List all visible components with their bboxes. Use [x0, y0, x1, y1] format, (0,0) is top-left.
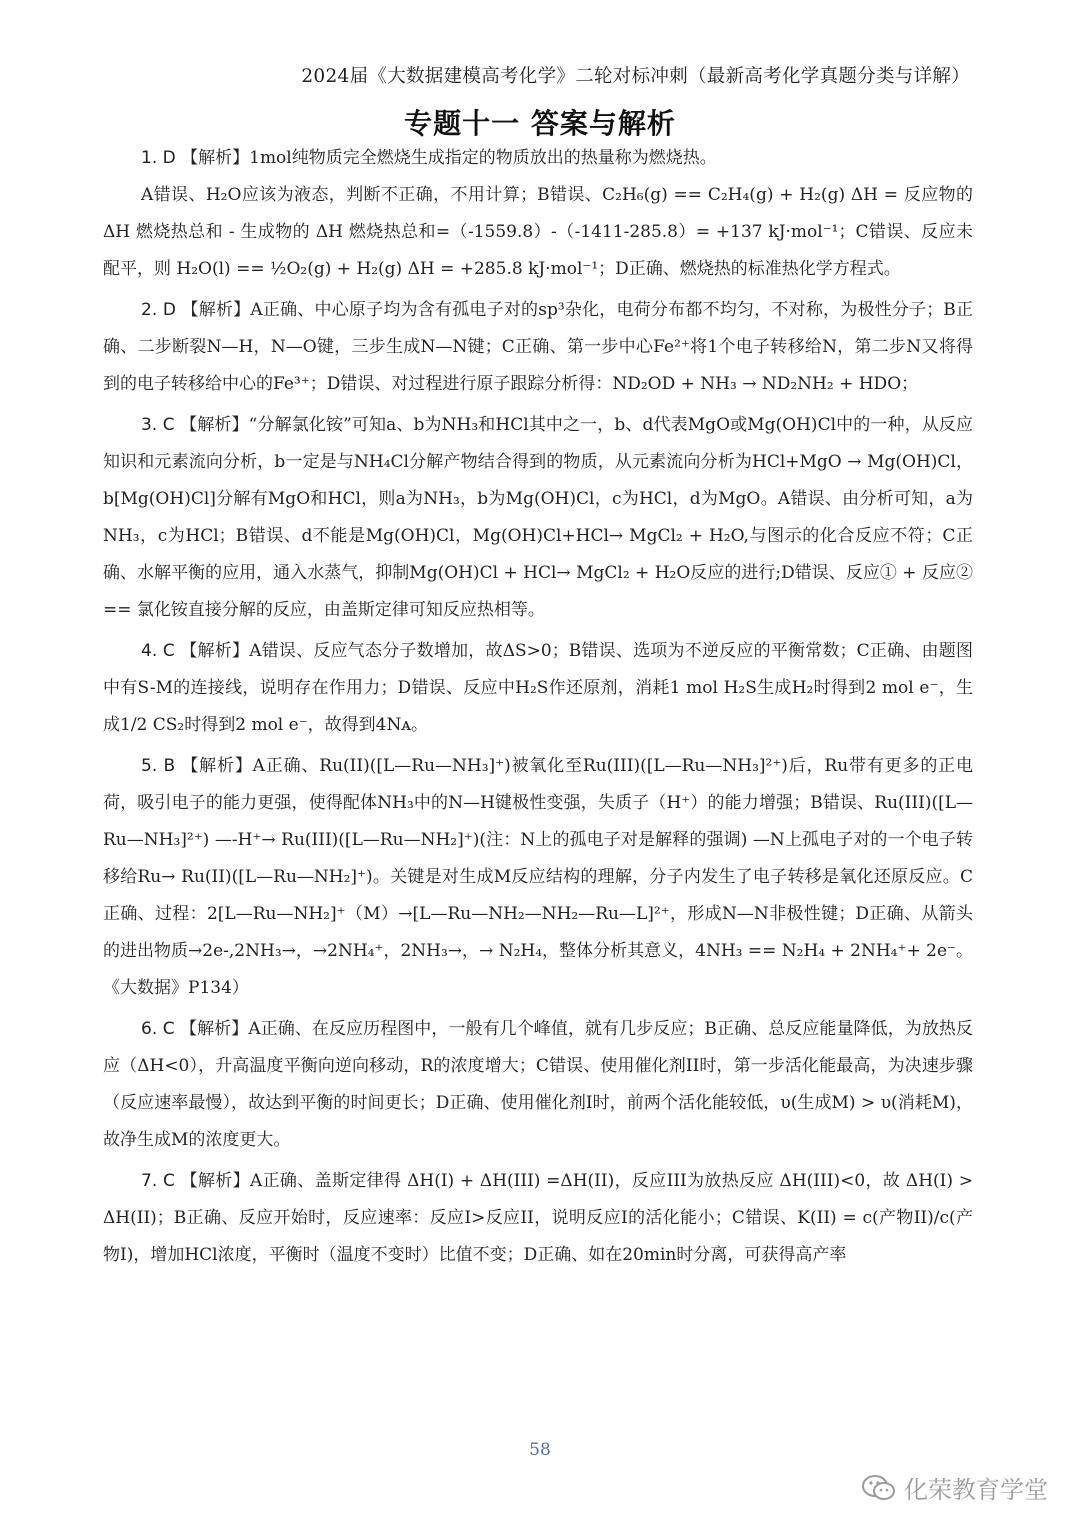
watermark: [862, 1470, 1048, 1505]
answer-text: A正确、Ru(II)([L—Ru—NH₃]⁺)被氧化至Ru(III)([L—Ru—NH₃]²⁺)后，Ru带有更多的正电荷，吸引电子的能力更强，使得配体NH₃中的N—H键极性变强，失质子（H⁺）的能力增强；B错误、Ru(III)([L—Ru—NH₃]²⁺) —-H⁺→ Ru(III)([L—Ru—NH₂]⁺)(注：N上的孤电子对是解释的强调) —N上孤电子对的一个电子转移给Ru→ Ru(II)([L—Ru—NH₂]⁺)。关键是对生成M反应结构的理解，分子内发生了电子转移是氧化还原反应。C正确、过程：2[L—Ru—NH₂]⁺（M）→[L—Ru—NH₂—NH₂—Ru—L]²⁺，形成N—N非极性键；D正确、从箭头的进出物质→2e-,2NH₃→，→2NH₄⁺，2NH₃→，→ N₂H₄，整体分析其意义，4NH₃ == N₂H₄ + 2NH₄⁺+ 2e⁻。《大数据》P134）: [103, 756, 973, 998]
answer-tag: 7. C 【解析】: [141, 1171, 250, 1191]
page-number: 58: [529, 1440, 551, 1460]
answer-text: A正确、中心原子均为含有孤电子对的sp³杂化，电荷分布都不均匀，不对称，为极性分子；B正确、二步断裂N—H，N—O键，三步生成N—N键；C正确、第一步中心Fe²⁺将1个电子转移给N，第二步N又将得到的电子转移给中心的Fe³⁺；D错误、对过程进行原子跟踪分析得：ND₂OD + NH₃ → ND₂NH₂ + HDO；: [103, 300, 973, 394]
answer-text: “分解氯化铵”可知a、b为NH₃和HCl其中之一，b、d代表MgO或Mg(OH)Cl中的一种，从反应知识和元素流向分析，b一定是与NH₄Cl分解产物结合得到的物质，从元素流向分析为HCl+MgO → Mg(OH)Cl，b[Mg(OH)Cl]分解有MgO和HCl，则a为NH₃，b为Mg(OH)Cl，c为HCl，d为MgO。A错误、由分析可知，a为NH₃，c为HCl；B错误、d不能是Mg(OH)Cl，Mg(OH)Cl+HCl→ MgCl₂ + H₂O,与图示的化合反应不符；C正确、水解平衡的应用，通入水蒸气，抑制Mg(OH)Cl + HCl→ MgCl₂ + H₂O反应的进行;D错误、反应① + 反应② == 氯化铵直接分解的反应，由盖斯定律可知反应热相等。: [103, 415, 973, 620]
answer-text: 1mol纯物质完全燃烧生成指定的物质放出的热量称为燃烧热。: [249, 148, 717, 168]
answer-tag: 4. C 【解析】: [141, 641, 250, 661]
answer-text: A正确、盖斯定律得 ΔH(I) + ΔH(III) =ΔH(II)，反应III为放热反应 ΔH(III)<0，故 ΔH(I) > ΔH(II)；B正确、反应开始时，反应速率：反应I>反应II，说明反应I的活化能小；C错误、K(II) = c(产物II)/c(产物I)，增加HCl浓度，平衡时（温度不变时）比值不变；D正确、如在20min时分离，可获得高产率: [103, 1171, 973, 1265]
answer-tag: 6. C 【解析】: [141, 1019, 249, 1039]
answer-text: A正确、在反应历程图中，一般有几个峰值，就有几步反应；B正确、总反应能量降低，为放热反应（ΔH<0），升高温度平衡向逆向移动，R的浓度增大；C错误、使用催化剂II时，第一步活化能最高，为决速步骤（反应速率最慢），故达到平衡的时间更长；D正确、使用催化剂I时，前两个活化能较低，υ(生成M) > υ(消耗M)，故净生成M的浓度更大。: [103, 1019, 973, 1150]
answer-item-1: [103, 140, 973, 288]
answer-item-4: [103, 633, 973, 744]
answer-item-6: [103, 1011, 973, 1159]
answer-item-7: [103, 1163, 973, 1274]
answer-item-3: [103, 407, 973, 629]
watermark-text: 化荣教育学堂: [904, 1476, 1048, 1504]
answer-tag: 1. D 【解析】: [141, 148, 250, 168]
page-title: 专题十一 答案与解析: [404, 107, 676, 140]
answer-tag: 5. B 【解析】: [141, 756, 253, 776]
answer-text: A错误、H₂O应该为液态，判断不正确，不用计算；B错误、C₂H₆(g) == C₂H₄(g) + H₂(g) ΔH = 反应物的 ΔH 燃烧热总和 - 生成物的 ΔH 燃烧热总和=（-1559.8）-（-1411-285.8）= +137 kJ·mol⁻¹；C错误、反应未配平，则 H₂O(l) == ½O₂(g) + H₂(g) ΔH = +285.8 kJ·mol⁻¹；D正确、燃烧热的标准热化学方程式。: [103, 185, 973, 279]
answer-tag: 2. D 【解析】: [141, 300, 251, 320]
answer-item-5: [103, 748, 973, 1007]
wechat-icon: [862, 1474, 896, 1502]
answer-tag: 3. C 【解析】: [141, 415, 249, 435]
answer-text: A错误、反应气态分子数增加，故ΔS>0；B错误、选项为不逆反应的平衡常数；C正确、由题图中有S-M的连接线，说明存在作用力；D错误、反应中H₂S作还原剂，消耗1 mol H₂S生成H₂时得到2 mol e⁻，生成1/2 CS₂时得到2 mol e⁻，故得到4Nᴀ。: [103, 641, 973, 735]
answer-body: [103, 140, 973, 1278]
answer-item-2: [103, 292, 973, 403]
running-header: 2024届《大数据建模高考化学》二轮对标冲刺（最新高考化学真题分类与详解）: [301, 66, 970, 87]
